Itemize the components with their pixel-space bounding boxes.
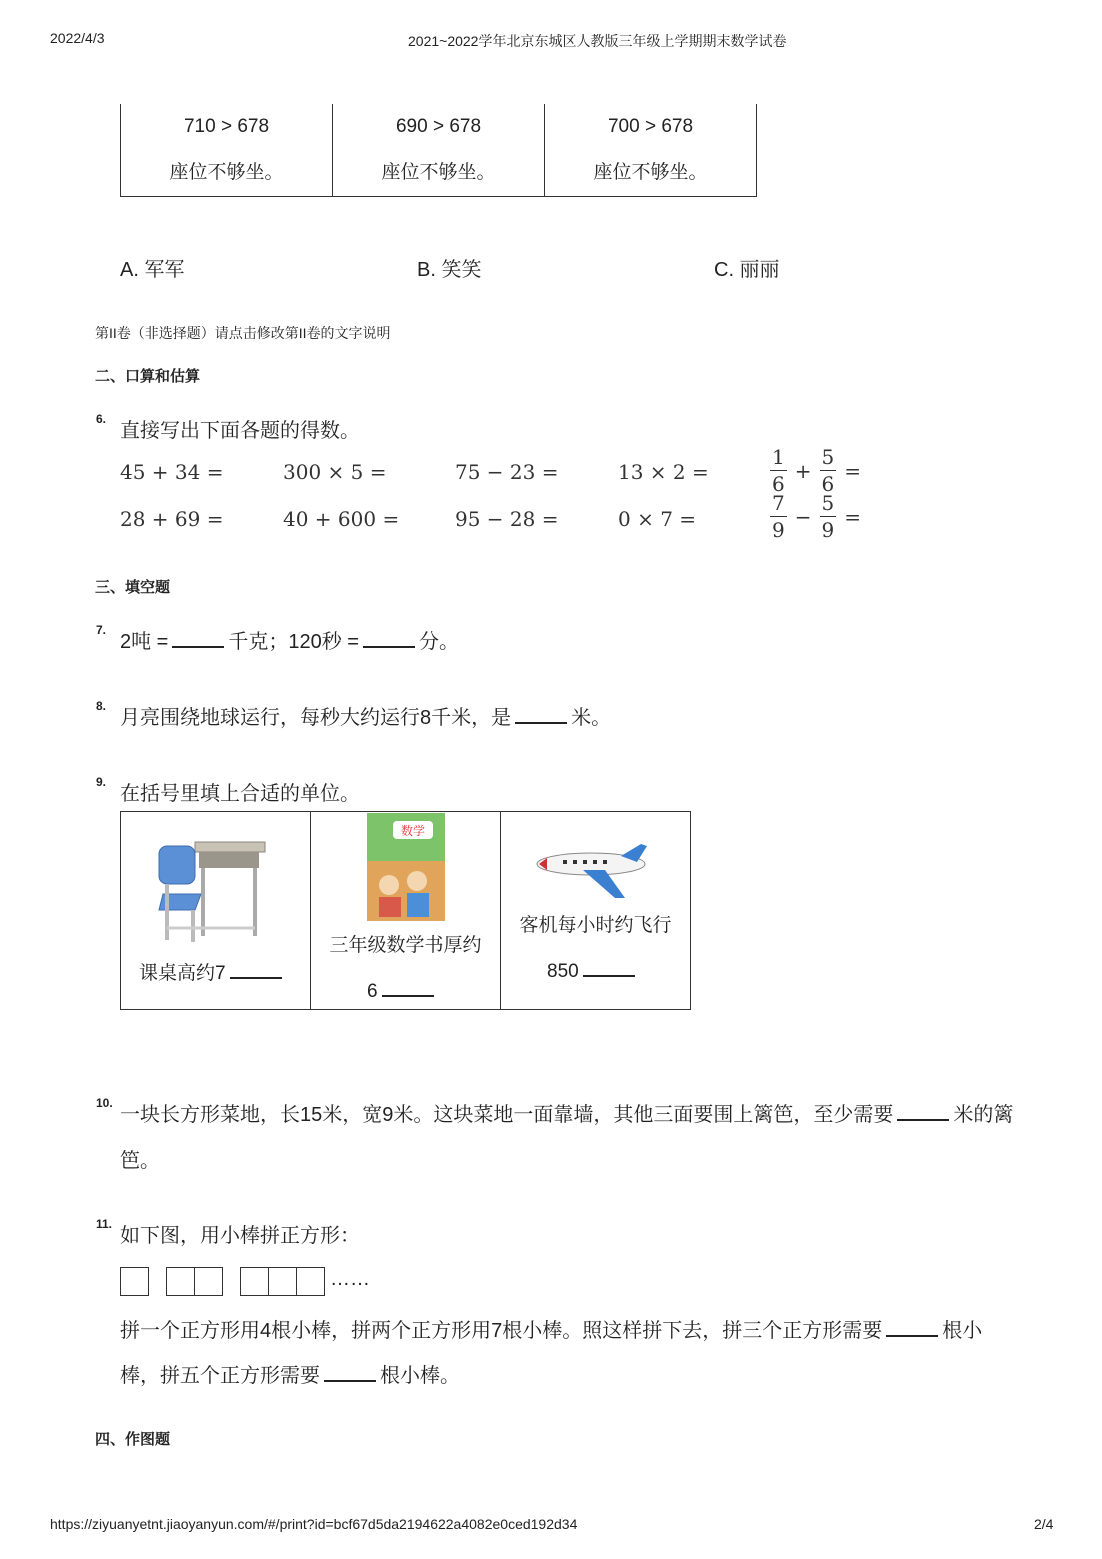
comparison-text: 700 > 678: [607, 116, 694, 137]
cell-text: 三年级数学书厚约: [329, 935, 482, 956]
question-text: 根小棒。: [380, 1365, 460, 1387]
question-text: 米。: [571, 707, 612, 729]
ellipsis: ……: [330, 1268, 370, 1290]
table-cell: [545, 104, 757, 197]
question-text: 2吨 =: [120, 631, 169, 653]
desk-chair-image: [155, 836, 270, 946]
question-text: 一块长方形菜地，长15米，宽9米。这块菜地一面靠墙，其他三面要围上篱笆，至少需要: [120, 1104, 894, 1126]
answer-blank[interactable]: [324, 1362, 376, 1382]
denominator: 9: [772, 518, 785, 542]
math-expression: 40 + 600 =: [283, 507, 400, 531]
numerator: 7: [772, 491, 785, 515]
book-cover-title: 数学: [400, 824, 426, 838]
question-line: [120, 1314, 982, 1343]
option-c[interactable]: C. 丽丽: [714, 259, 780, 281]
question-text: 如下图，用小棒拼正方形：: [120, 1225, 360, 1247]
footer-url[interactable]: https://ziyuanyetnt.jiaoyanyun.com/#/print?id=bcf67d5da2194622a4082e0ced192d34: [50, 1516, 578, 1532]
question-text: 根小: [942, 1320, 983, 1342]
comparison-text: 690 > 678: [395, 116, 482, 137]
answer-blank[interactable]: [363, 628, 415, 648]
unit-table: [120, 811, 691, 1010]
equals-sign: =: [844, 458, 861, 483]
math-expression: 13 × 2 =: [618, 460, 709, 484]
question-text: 在括号里填上合适的单位。: [120, 783, 360, 805]
question-text: 分。: [418, 631, 459, 653]
numerator: 1: [772, 445, 785, 469]
question-text: 直接写出下面各题的得数。: [120, 420, 360, 442]
question-text: 棒，拼五个正方形需要: [120, 1365, 320, 1387]
square: [166, 1267, 195, 1296]
answer-blank[interactable]: [897, 1101, 949, 1121]
equals-sign: =: [844, 504, 861, 529]
operator: −: [794, 504, 812, 529]
book-cell: [311, 812, 501, 1010]
math-expression: 28 + 69 =: [120, 507, 224, 531]
question-number: 8.: [96, 699, 107, 713]
table-cell: [333, 104, 545, 197]
square: [194, 1267, 223, 1296]
cell-text: [139, 958, 286, 985]
section-heading: 四、作图题: [95, 1431, 171, 1448]
denominator: 6: [772, 472, 785, 496]
square: [240, 1267, 269, 1296]
operator: +: [794, 458, 812, 483]
section-heading: 二、口算和估算: [95, 368, 201, 385]
airplane-image: [533, 842, 653, 902]
option-b[interactable]: B. 笑笑: [417, 259, 482, 281]
option-a[interactable]: A. 军军: [120, 259, 185, 281]
denominator: 6: [821, 472, 835, 496]
question-text: 课桌高约7: [139, 963, 226, 984]
question-text: 千克；120秒 =: [228, 631, 359, 653]
question-text: 月亮围绕地球运行，每秒大约运行8千米，是: [120, 707, 512, 729]
answer-blank[interactable]: [515, 704, 567, 724]
conclusion-text: 座位不够坐。: [593, 162, 708, 183]
square: [268, 1267, 297, 1296]
answer-blank[interactable]: [230, 959, 282, 979]
plane-cell: [501, 812, 691, 1010]
document-title: 2021~2022学年北京东城区人教版三年级上学期期末数学试卷: [408, 33, 787, 49]
numerator: 5: [821, 491, 835, 515]
question-number: 10.: [96, 1096, 113, 1110]
cell-text: [367, 977, 438, 1003]
question-number: 9.: [96, 775, 107, 789]
question-line: [120, 701, 611, 730]
comparison-table: [120, 104, 757, 197]
question-line: [120, 1359, 460, 1388]
square: [120, 1267, 149, 1296]
fraction-expression: [770, 447, 861, 494]
table-cell: [121, 104, 333, 197]
part2-note: 第II卷（非选择题）请点击修改第II卷的文字说明: [95, 325, 391, 341]
question-number: 11.: [96, 1217, 113, 1231]
math-expression: 45 + 34 =: [120, 460, 224, 484]
question-number: 7.: [96, 623, 107, 637]
desk-cell: [121, 812, 311, 1010]
question-number: 6.: [96, 412, 107, 426]
answer-blank[interactable]: [382, 977, 434, 997]
question-text: 米的篱: [953, 1104, 1014, 1126]
denominator: 9: [821, 518, 835, 542]
question-text: 6: [367, 981, 378, 1002]
section-heading: 三、填空题: [95, 579, 171, 596]
question-text: 850: [547, 961, 579, 982]
page-number: 2/4: [1034, 1516, 1054, 1532]
question-line: [120, 1098, 1013, 1127]
comparison-text: 710 > 678: [183, 116, 270, 137]
math-expression: 300 × 5 =: [283, 460, 387, 484]
math-book-image: [367, 813, 445, 921]
print-date: 2022/4/3: [50, 30, 105, 46]
square: [296, 1267, 325, 1296]
cell-text: 客机每小时约飞行: [519, 915, 672, 936]
conclusion-text: 座位不够坐。: [169, 162, 284, 183]
question-line: [120, 625, 459, 654]
math-expression: 75 − 23 =: [455, 460, 559, 484]
math-expression: 95 − 28 =: [455, 507, 559, 531]
fraction-expression: [770, 493, 861, 540]
math-expression: 0 × 7 =: [618, 507, 697, 531]
answer-blank[interactable]: [583, 957, 635, 977]
conclusion-text: 座位不够坐。: [381, 162, 496, 183]
numerator: 5: [821, 445, 835, 469]
question-text: 笆。: [120, 1150, 160, 1172]
cell-text: [547, 957, 639, 983]
question-text: 拼一个正方形用4根小棒，拼两个正方形用7根小棒。照这样拼下去，拼三个正方形需要: [120, 1320, 883, 1342]
answer-blank[interactable]: [886, 1317, 938, 1337]
answer-blank[interactable]: [172, 628, 224, 648]
